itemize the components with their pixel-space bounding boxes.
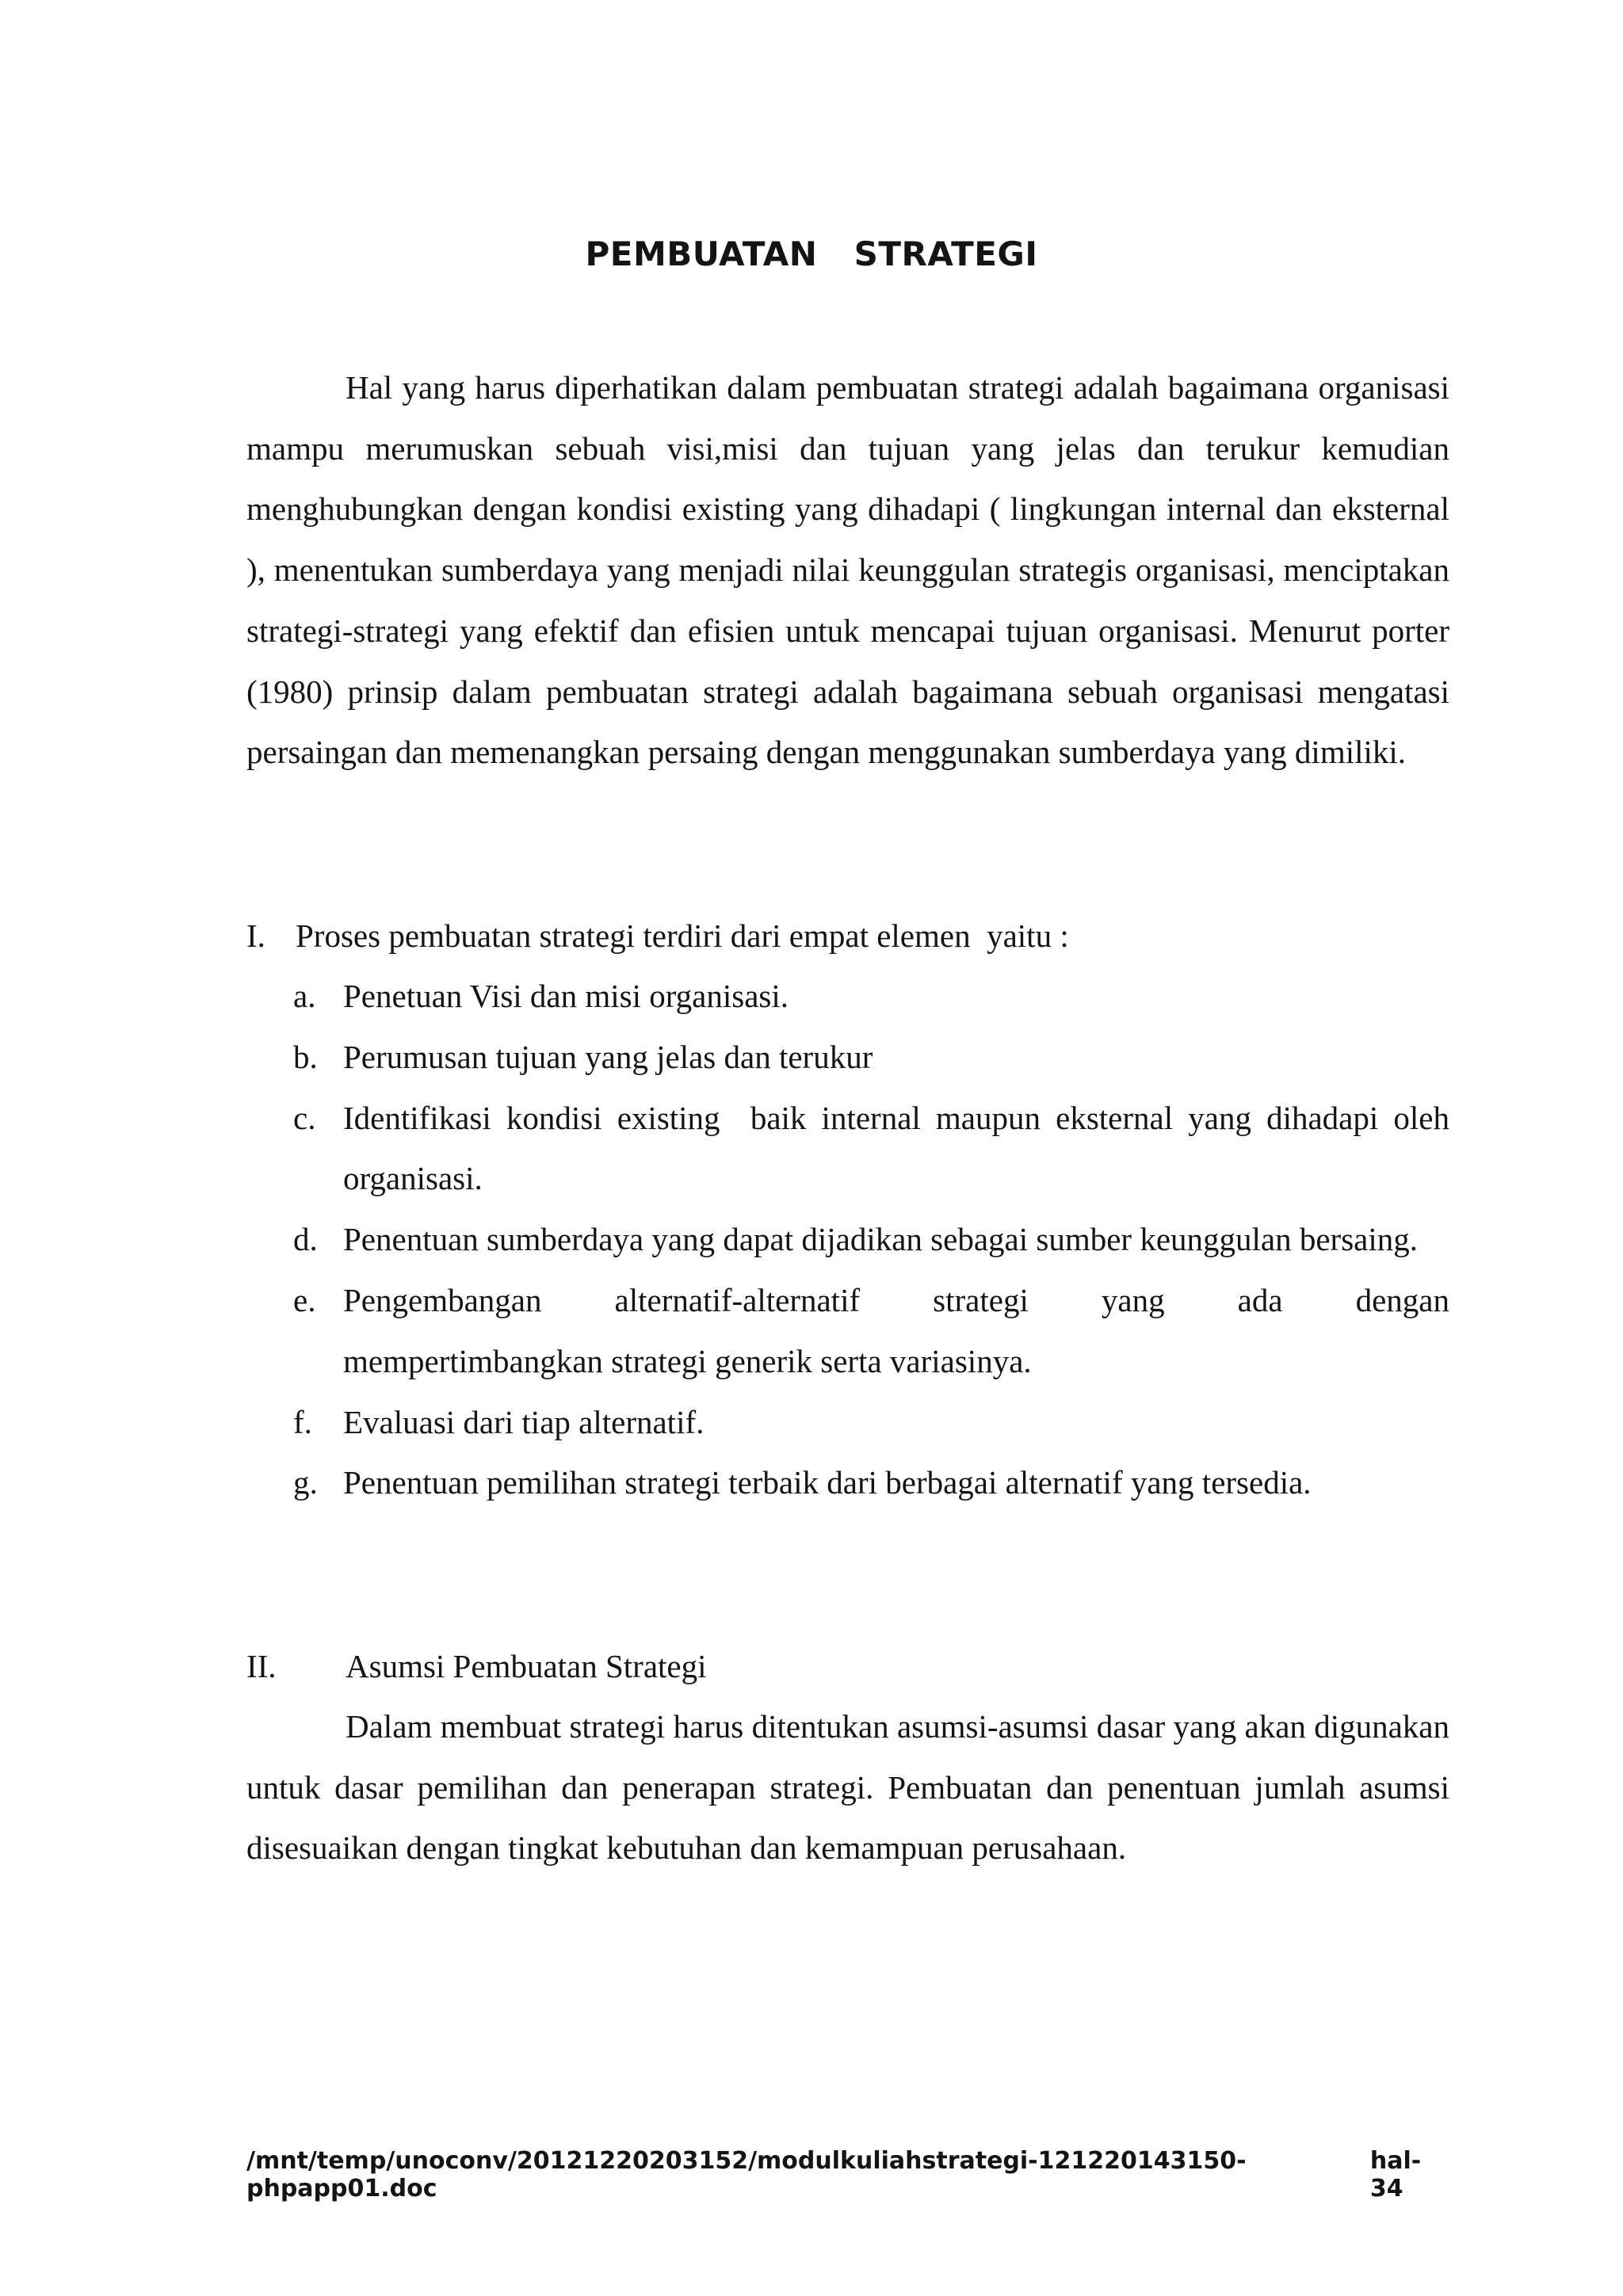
list-item-letter: g. [293,1464,318,1501]
section-2-number: II. [246,1648,277,1684]
list-item-letter: f. [293,1403,312,1440]
section-1-heading [246,906,1449,966]
list-item-text: Penetuan Visi dan misi organisasi. [343,978,789,1014]
list-item [293,1270,1449,1392]
list-item-letter: c. [293,1099,316,1136]
section-2-heading [246,1636,1449,1696]
list-item-text-line-2: mempertimbangkan strategi generik serta variasinya. [343,1342,1032,1379]
section-2-title: Asumsi Pembuatan Strategi [346,1648,707,1684]
section-2-paragraph: Dalam membuat strategi harus ditentukan asumsi-asumsi dasar yang akan digunakan untuk dasar pemilihan dan penerapan strategi. Pembuatan dan penentuan jumlah asumsi disesuaikan dengan tingkat kebutuhan dan kemampuan perusahaan. [246,1708,1449,1867]
section-1-title: Proses pembuatan strategi terdiri dari empat elemen yaitu : [296,917,1069,954]
list-item-letter: d. [293,1221,318,1258]
list-item-letter: e. [293,1281,316,1318]
section-1-number: I. [246,917,265,954]
page-title: PEMBUATAN STRATEGI [585,235,1038,273]
strategy-process-list [293,966,1458,1513]
list-item [293,1209,1449,1270]
intro-paragraph: Hal yang harus diperhatikan dalam pembuatan strategi adalah bagaimana organisasi mampu merumuskan sebuah visi,misi dan tujuan yang jelas dan terukur kemudian menghubungkan dengan kondisi existing yang dihadapi ( lingkungan internal dan eksternal ), menentukan sumberdaya yang menjadi nilai keunggulan strategis organisasi, menciptakan strategi-strategi yang efektif dan efisien untuk mencapai tujuan organisasi. Menurut porter (1980) prinsip dalam pembuatan strategi adalah bagaimana sebuah organisasi mengatasi persaingan dan memenangkan persaing dengan menggunakan sumberdaya yang dimiliki. [246,369,1449,771]
list-item [293,1088,1458,1210]
list-item-text-line-1: Pengembangan alternatif-alternatif strategi yang ada dengan [343,1281,1449,1318]
list-item [293,1027,1449,1088]
list-item [293,966,1449,1027]
list-item-text: Penentuan pemilihan strategi terbaik dari berbagai alternatif yang tersedia. [343,1464,1312,1501]
footer-page-number: hal-34 [1369,2147,1422,2203]
list-item-letter: b. [293,1038,318,1075]
list-item-text: Penentuan sumberdaya yang dapat dijadikan sebagai sumber keunggulan bersaing. [343,1221,1419,1258]
list-item-text: Identifikasi kondisi existing baik internal maupun eksternal yang dihadapi oleh organisasi. [343,1099,1458,1197]
list-item [293,1392,1449,1453]
list-item [293,1452,1449,1513]
list-item-letter: a. [293,978,316,1014]
page-footer [246,2147,1449,2203]
list-item-text: Evaluasi dari tiap alternatif. [343,1403,705,1440]
list-item-text: Perumusan tujuan yang jelas dan terukur [343,1038,873,1075]
footer-file-path: /mnt/temp/unoconv/20121220203152/modulkuliahstrategi-121220143150-phpapp01.doc [246,2147,1247,2203]
